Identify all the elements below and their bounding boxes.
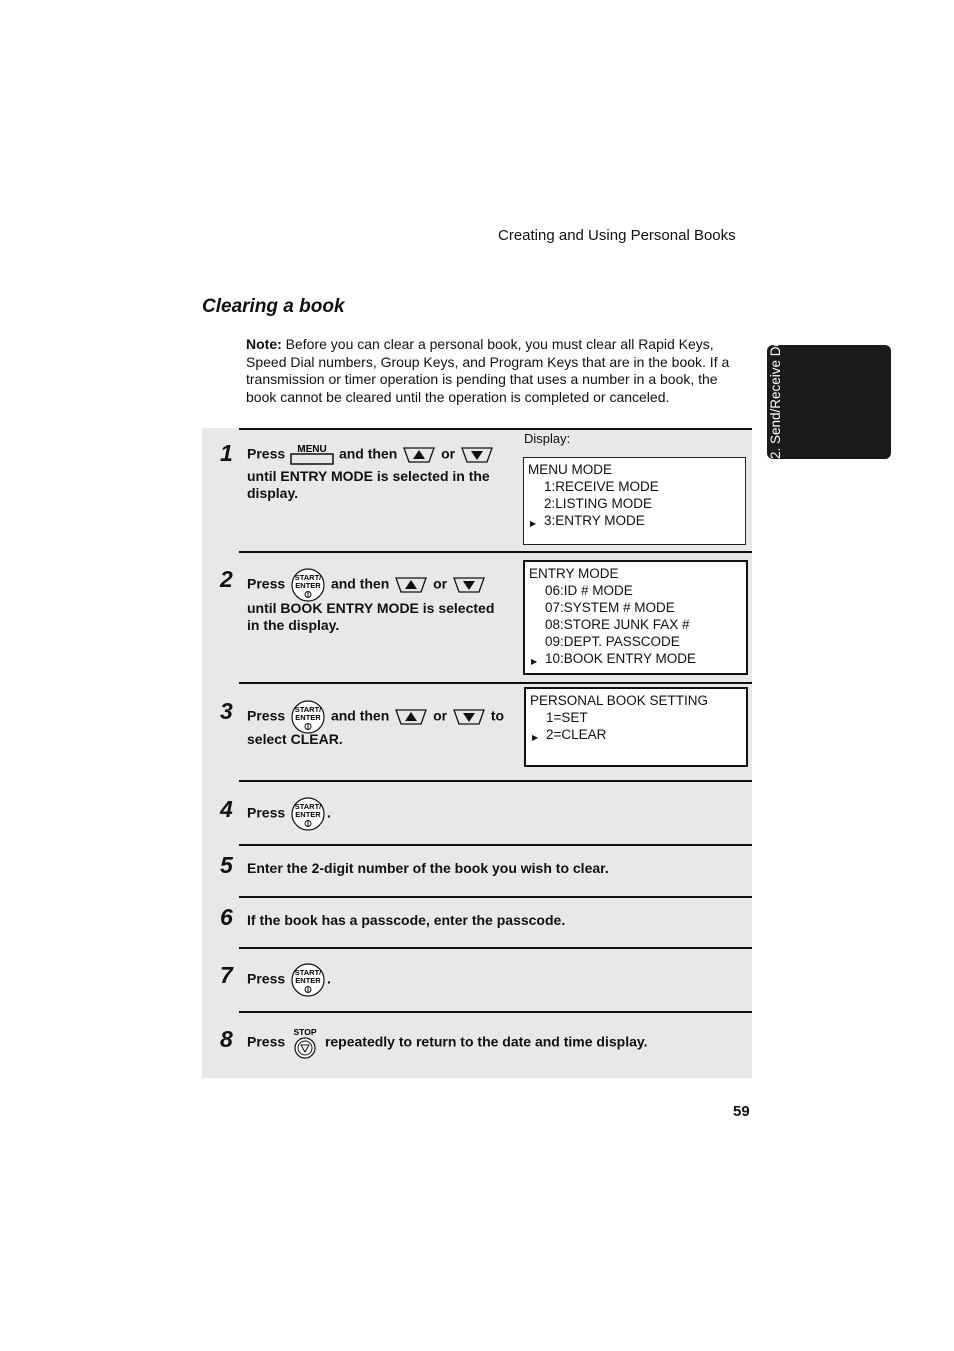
display-line: 1:RECEIVE MODE — [544, 479, 659, 494]
step-text: Press — [247, 575, 286, 592]
step-divider — [239, 682, 752, 684]
step-text: until ENTRY MODE is selected in the — [247, 468, 490, 484]
step-4-text — [247, 797, 331, 831]
start-enter-key-icon — [289, 797, 327, 831]
start-enter-key-icon — [289, 700, 327, 734]
up-arrow-key-icon — [393, 576, 429, 594]
display-line-selected: ▶ 3:ENTRY MODE — [528, 512, 741, 529]
display-line: 2:LISTING MODE — [544, 496, 653, 511]
step-number: 3 — [220, 698, 233, 724]
step-text: or — [441, 445, 456, 462]
step-divider — [239, 896, 752, 898]
start-enter-key-icon — [289, 568, 327, 602]
display-line: MENU MODE — [528, 462, 612, 477]
step-8-text — [247, 1026, 648, 1060]
step-number: 7 — [220, 962, 233, 988]
step-1-text — [247, 444, 495, 466]
step-text: Press — [247, 707, 286, 724]
page-number: 59 — [733, 1103, 750, 1120]
section-title: Clearing a book — [202, 296, 345, 317]
step-number: 8 — [220, 1026, 233, 1052]
step-text: in the display. — [247, 617, 340, 633]
note-text: Before you can clear a personal book, you must clear all Rapid Keys, Speed Dial numbers, Group Keys, and Program Keys that are in the book. If a transmission or timer operation is pending that uses a number in a book, the book cannot be cleared until the operation is completed or canceled. — [246, 336, 730, 405]
display-label: Display: — [524, 431, 571, 446]
lcd-display-2 — [523, 560, 748, 675]
display-line: 09:DEPT. PASSCODE — [545, 634, 680, 649]
stop-key-label: STOP — [293, 1027, 317, 1037]
display-line: 1=SET — [546, 710, 588, 725]
step-7-text — [247, 963, 331, 997]
step-text: repeatedly to return to the date and time display. — [324, 1033, 648, 1050]
display-line-selected: ▶ 2=CLEAR — [530, 726, 742, 743]
down-arrow-key-icon — [451, 576, 487, 594]
step-text: or — [433, 575, 448, 592]
step-text: Press — [247, 970, 286, 987]
step-2-text — [247, 568, 487, 602]
display-line-selected: ▶ 10:BOOK ENTRY MODE — [529, 650, 742, 667]
step-3-text — [247, 700, 504, 734]
step-number: 6 — [220, 904, 233, 930]
chapter-side-tab — [767, 287, 891, 459]
display-line: 08:STORE JUNK FAX # — [545, 617, 690, 632]
step-number: 4 — [220, 796, 233, 822]
step-text: display. — [247, 485, 299, 501]
up-arrow-key-icon — [393, 708, 429, 726]
key-label: START/ — [294, 573, 322, 582]
display-line: 07:SYSTEM # MODE — [545, 600, 675, 615]
step-text: or — [433, 707, 448, 724]
page-header: Creating and Using Personal Books — [498, 227, 736, 244]
step-text: Press — [247, 804, 286, 821]
down-arrow-key-icon — [459, 446, 495, 464]
step-text: to — [490, 707, 505, 724]
up-arrow-key-icon — [401, 446, 437, 464]
menu-key-icon — [289, 444, 335, 466]
step-number: 1 — [220, 440, 233, 466]
step-divider — [239, 947, 752, 949]
start-enter-key-icon — [289, 963, 327, 997]
step-text: and then — [338, 445, 398, 462]
step-text: and then — [330, 707, 390, 724]
step-text: select CLEAR. — [247, 731, 343, 747]
step-divider — [239, 844, 752, 846]
key-label: ENTER — [295, 713, 321, 722]
step-divider — [239, 551, 752, 553]
step-divider — [239, 780, 752, 782]
key-label: ENTER — [295, 581, 321, 590]
step-number: 2 — [220, 566, 233, 592]
step-text: If the book has a passcode, enter the passcode. — [247, 912, 566, 928]
step-text: . — [327, 970, 331, 987]
step-divider — [239, 1011, 752, 1013]
step-text: Enter the 2-digit number of the book you wish to clear. — [247, 860, 609, 876]
step-divider — [239, 428, 752, 430]
step-number: 5 — [220, 852, 233, 878]
lcd-display-1 — [523, 457, 746, 545]
key-label: START/ — [294, 705, 322, 714]
lcd-display-3 — [524, 687, 748, 767]
key-label: ENTER — [295, 976, 321, 985]
side-tab-label: 2. Send/Receive Documents — [768, 287, 783, 459]
step-text: Press — [247, 1033, 286, 1050]
key-label: ENTER — [295, 810, 321, 819]
note-label: Note: — [246, 336, 282, 352]
key-label: START/ — [294, 802, 322, 811]
display-line: 06:ID # MODE — [545, 583, 633, 598]
key-label: START/ — [294, 968, 322, 977]
menu-key-label: MENU — [297, 444, 327, 455]
down-arrow-key-icon — [451, 708, 487, 726]
step-text: and then — [330, 575, 390, 592]
step-text: Press — [247, 445, 286, 462]
stop-key-icon — [289, 1026, 321, 1060]
step-text: . — [327, 804, 331, 821]
note-paragraph — [246, 336, 746, 406]
display-line: PERSONAL BOOK SETTING — [530, 693, 709, 708]
step-text: until BOOK ENTRY MODE is selected — [247, 600, 495, 616]
display-line: ENTRY MODE — [529, 566, 619, 581]
